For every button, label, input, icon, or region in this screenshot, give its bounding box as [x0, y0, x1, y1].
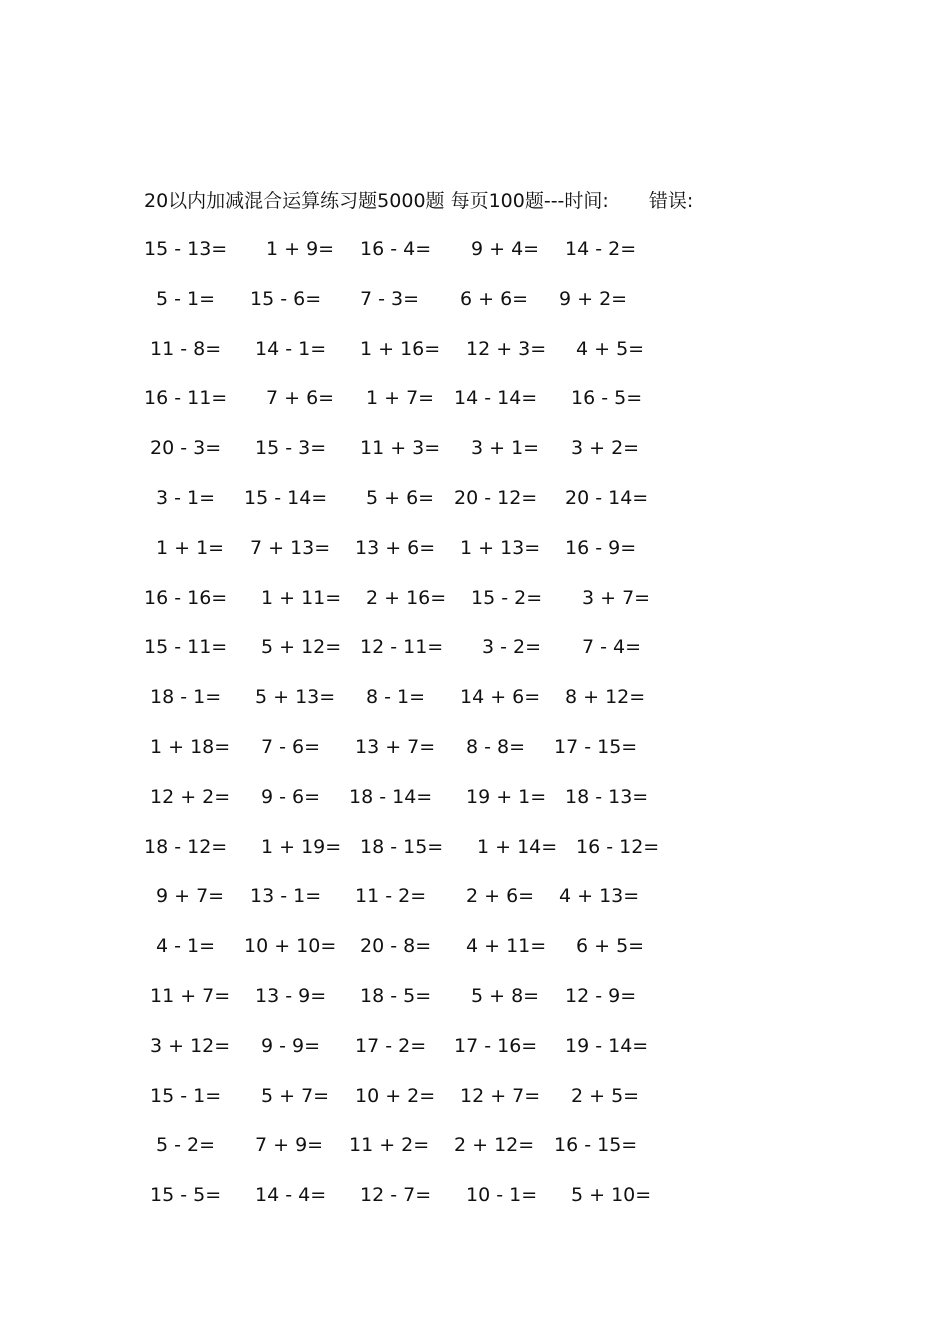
problem-cell: 12 - 7= [360, 1184, 432, 1207]
problem-row [144, 483, 704, 533]
problem-cell: 13 - 9= [255, 984, 327, 1007]
problem-cell: 14 - 4= [255, 1184, 327, 1207]
problem-cell: 13 + 6= [355, 536, 436, 559]
problem-cell: 1 + 7= [366, 387, 435, 410]
problem-cell: 5 - 1= [156, 287, 216, 310]
problem-cell: 2 + 6= [466, 885, 535, 908]
problem-cell: 3 + 2= [571, 437, 640, 460]
problem-cell: 15 - 11= [144, 636, 228, 659]
problem-cell: 13 + 7= [355, 735, 436, 758]
problem-row [144, 1130, 704, 1180]
problem-cell: 18 - 15= [360, 835, 444, 858]
problem-cell: 5 + 8= [471, 984, 540, 1007]
problem-cell: 18 - 12= [144, 835, 228, 858]
problem-cell: 5 + 10= [571, 1184, 652, 1207]
problem-cell: 4 + 13= [559, 885, 640, 908]
problem-row [144, 533, 704, 583]
problem-cell: 2 + 12= [454, 1134, 535, 1157]
problem-cell: 2 + 16= [366, 586, 447, 609]
problem-cell: 16 - 9= [565, 536, 637, 559]
problem-cell: 5 + 6= [366, 486, 435, 509]
problem-cell: 8 - 8= [466, 735, 526, 758]
problem-row [144, 981, 704, 1031]
problem-cell: 4 + 5= [576, 337, 645, 360]
problem-cell: 12 + 3= [466, 337, 547, 360]
problem-cell: 14 + 6= [460, 686, 541, 709]
problem-cell: 1 + 18= [150, 735, 231, 758]
problem-cell: 16 - 11= [144, 387, 228, 410]
problem-row [144, 583, 704, 633]
problem-cell: 9 - 9= [261, 1034, 321, 1057]
problem-cell: 6 + 5= [576, 935, 645, 958]
problem-cell: 9 - 6= [261, 785, 321, 808]
problem-cell: 16 - 4= [360, 238, 432, 260]
problem-cell: 7 - 3= [360, 287, 420, 310]
problem-cell: 10 + 2= [355, 1084, 436, 1107]
problem-row [144, 433, 704, 483]
problem-row [144, 881, 704, 931]
problem-cell: 18 - 1= [150, 686, 222, 709]
problem-row [144, 234, 704, 284]
problem-cell: 7 + 6= [266, 387, 335, 410]
problem-cell: 8 - 1= [366, 686, 426, 709]
problem-cell: 14 - 1= [255, 337, 327, 360]
problem-row [144, 832, 704, 882]
problem-cell: 20 - 8= [360, 935, 432, 958]
problem-cell: 7 + 9= [255, 1134, 324, 1157]
problem-cell: 3 + 7= [582, 586, 651, 609]
problem-cell: 10 + 10= [244, 935, 337, 958]
problem-cell: 16 - 5= [571, 387, 643, 410]
problem-cell: 14 - 2= [565, 238, 637, 260]
problem-cell: 12 - 11= [360, 636, 444, 659]
problem-cell: 4 + 11= [466, 935, 547, 958]
problem-cell: 20 - 12= [454, 486, 538, 509]
problem-row [144, 782, 704, 832]
problem-cell: 1 + 13= [460, 536, 541, 559]
problem-cell: 5 + 12= [261, 636, 342, 659]
problem-cell: 15 - 14= [244, 486, 328, 509]
problem-cell: 2 + 5= [571, 1084, 640, 1107]
problem-cell: 17 - 2= [355, 1034, 427, 1057]
problem-cell: 15 - 13= [144, 238, 228, 260]
problem-row [144, 931, 704, 981]
problem-cell: 15 - 5= [150, 1184, 222, 1207]
problem-cell: 7 - 4= [582, 636, 642, 659]
problem-cell: 1 + 1= [156, 536, 225, 559]
problem-row [144, 632, 704, 682]
problem-cell: 5 + 13= [255, 686, 336, 709]
problem-cell: 12 + 7= [460, 1084, 541, 1107]
problem-cell: 7 - 6= [261, 735, 321, 758]
problem-row [144, 732, 704, 782]
problem-cell: 11 + 7= [150, 984, 231, 1007]
problem-cell: 3 + 12= [150, 1034, 231, 1057]
problem-cell: 7 + 13= [250, 536, 331, 559]
problem-cell: 1 + 14= [477, 835, 558, 858]
problem-cell: 8 + 12= [565, 686, 646, 709]
problem-cell: 20 - 3= [150, 437, 222, 460]
problem-row [144, 1081, 704, 1131]
problem-cell: 5 - 2= [156, 1134, 216, 1157]
problem-cell: 3 - 2= [482, 636, 542, 659]
problem-cell: 17 - 15= [554, 735, 638, 758]
problem-cell: 11 - 8= [150, 337, 222, 360]
problem-cell: 13 - 1= [250, 885, 322, 908]
problem-cell: 15 - 2= [471, 586, 543, 609]
errors-label: 错误: [648, 190, 694, 212]
problem-row [144, 682, 704, 732]
worksheet-header [144, 186, 693, 213]
problem-row [144, 1031, 704, 1081]
worksheet-title: 20以内加减混合运算练习题5000题 每页100题---时间: [144, 190, 609, 212]
problem-cell: 6 + 6= [460, 287, 529, 310]
problem-cell: 14 - 14= [454, 387, 538, 410]
problem-cell: 1 + 11= [261, 586, 342, 609]
problem-cell: 1 + 19= [261, 835, 342, 858]
problem-cell: 12 - 9= [565, 984, 637, 1007]
problem-cell: 19 - 14= [565, 1034, 649, 1057]
problem-cell: 11 - 2= [355, 885, 427, 908]
problem-cell: 3 - 1= [156, 486, 216, 509]
problem-grid [144, 234, 704, 1230]
problem-cell: 9 + 4= [471, 238, 540, 260]
problem-cell: 19 + 1= [466, 785, 547, 808]
problem-cell: 11 + 2= [349, 1134, 430, 1157]
problem-cell: 12 + 2= [150, 785, 231, 808]
problem-cell: 20 - 14= [565, 486, 649, 509]
problem-cell: 18 - 5= [360, 984, 432, 1007]
problem-row [144, 334, 704, 384]
problem-cell: 18 - 13= [565, 785, 649, 808]
problem-cell: 17 - 16= [454, 1034, 538, 1057]
problem-cell: 18 - 14= [349, 785, 433, 808]
problem-cell: 5 + 7= [261, 1084, 330, 1107]
problem-cell: 15 - 6= [250, 287, 322, 310]
problem-cell: 9 + 7= [156, 885, 225, 908]
problem-cell: 1 + 9= [266, 238, 335, 260]
problem-cell: 1 + 16= [360, 337, 441, 360]
problem-cell: 11 + 3= [360, 437, 441, 460]
problem-cell: 15 - 3= [255, 437, 327, 460]
problem-cell: 10 - 1= [466, 1184, 538, 1207]
problem-cell: 16 - 15= [554, 1134, 638, 1157]
problem-cell: 4 - 1= [156, 935, 216, 958]
problem-cell: 9 + 2= [559, 287, 628, 310]
problem-cell: 16 - 16= [144, 586, 228, 609]
problem-row [144, 1180, 704, 1230]
problem-cell: 16 - 12= [576, 835, 660, 858]
problem-row [144, 284, 704, 334]
problem-row [144, 383, 704, 433]
problem-cell: 15 - 1= [150, 1084, 222, 1107]
problem-cell: 3 + 1= [471, 437, 540, 460]
